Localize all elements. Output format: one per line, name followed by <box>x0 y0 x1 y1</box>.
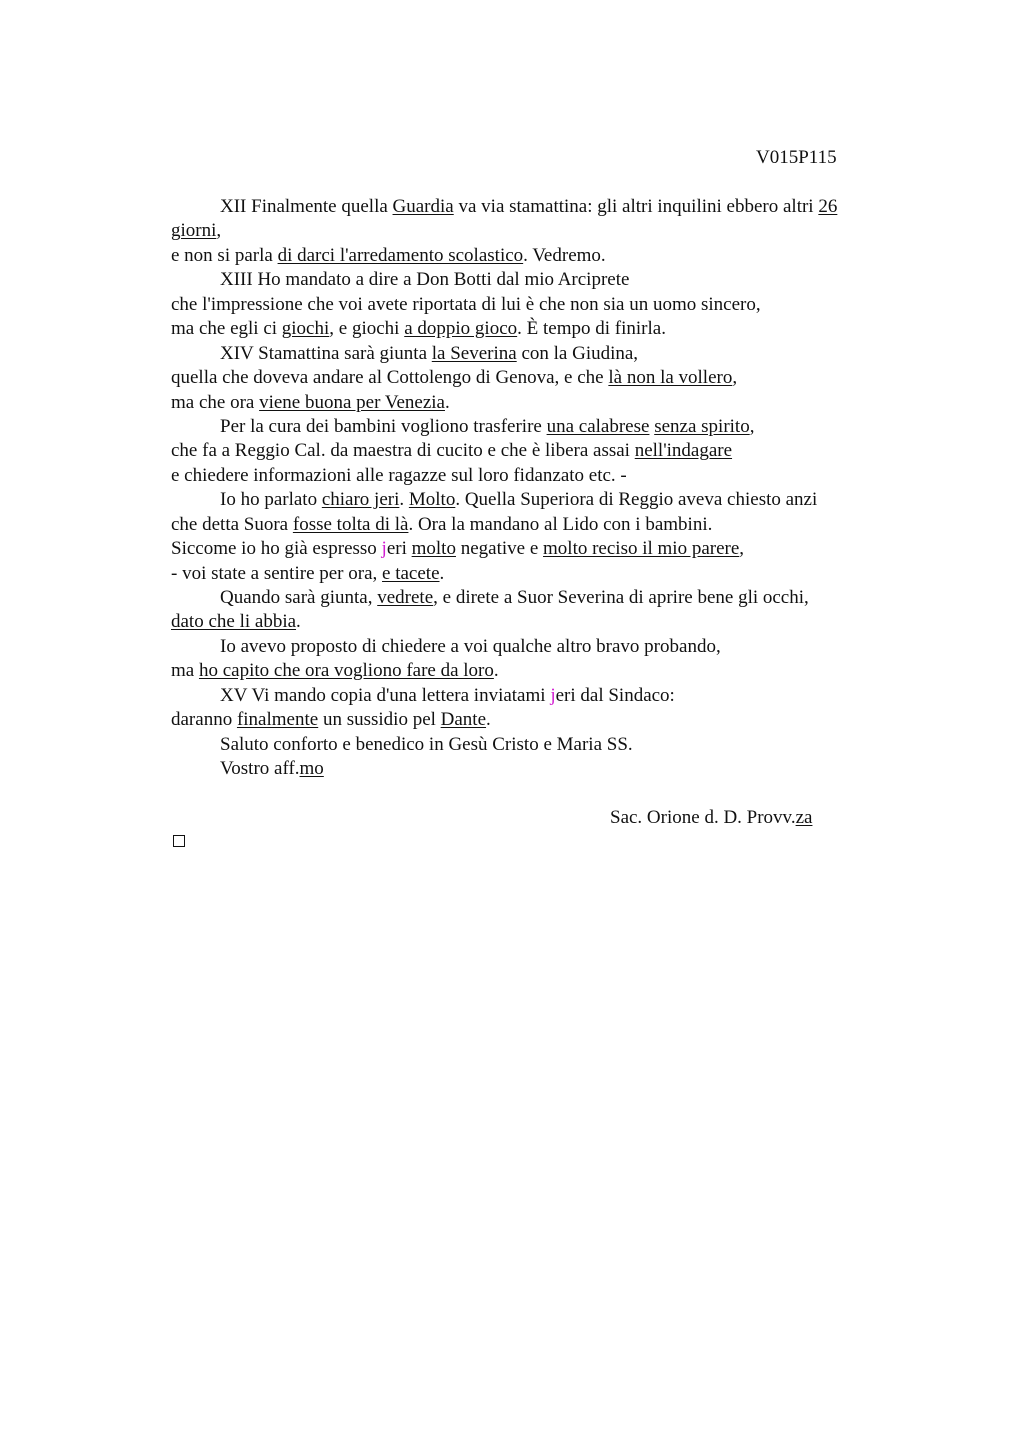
text-segment: eri dal Sindaco: <box>555 684 675 706</box>
underlined-text: giorni <box>171 220 217 242</box>
text-segment: . <box>486 709 491 731</box>
end-checkbox-icon <box>173 835 185 847</box>
underlined-text: là non la vollero <box>608 367 733 389</box>
text-segment: Per la cura dei bambini vogliono trasferire <box>220 415 547 437</box>
underlined-text: molto reciso il mio parere <box>543 538 740 560</box>
text-line <box>171 244 911 268</box>
text-segment: . <box>493 660 499 682</box>
text-segment: con la Giudina, <box>516 342 639 364</box>
text-segment: eri <box>386 538 412 560</box>
underlined-text: 26 <box>818 196 838 217</box>
text-line <box>171 293 911 317</box>
text-line <box>171 464 911 488</box>
text-segment: . <box>439 562 445 584</box>
signature-suffix: za <box>795 807 813 828</box>
text-line <box>171 317 911 341</box>
underlined-text: chiaro jeri <box>321 489 400 511</box>
underlined-text: nell'indagare <box>634 440 733 462</box>
underlined-text: una calabrese <box>546 415 650 437</box>
underlined-text: Molto <box>408 489 456 511</box>
highlighted-letter: j <box>381 538 387 560</box>
letter-body <box>171 195 911 782</box>
text-segment: Saluto conforto e benedico in Gesù Cristo e Maria SS. <box>220 733 633 755</box>
text-line <box>171 708 911 732</box>
text-segment: , e giochi <box>329 318 405 340</box>
text-segment: che detta Suora <box>171 513 293 535</box>
text-segment: ma <box>171 660 199 682</box>
text-line <box>171 219 911 243</box>
text-segment: quella che doveva andare al Cottolengo di Genova, e che <box>171 367 609 389</box>
text-segment: che l'impressione che voi avete riportata di lui è che non sia un uomo sincero, <box>171 293 761 315</box>
text-line <box>171 684 911 708</box>
text-segment: , e direte a Suor Severina di aprire bene gli occhi, <box>433 587 809 608</box>
text-line <box>171 488 911 512</box>
text-segment: Vostro aff. <box>220 758 300 780</box>
text-segment: e non si parla <box>171 244 278 266</box>
text-segment: ma che ora <box>171 391 260 413</box>
text-segment: e chiedere informazioni alle ragazze sul loro fidanzato etc. - <box>171 464 627 486</box>
text-segment: Io ho parlato <box>220 489 322 511</box>
text-segment: daranno <box>171 709 237 731</box>
text-line <box>171 659 911 683</box>
signature-name: Sac. Orione d. D. Provv. <box>610 807 796 828</box>
underlined-text: molto <box>411 538 456 560</box>
text-segment: . Quella Superiora di Reggio aveva chiesto anzi <box>455 489 818 511</box>
underlined-text: fosse tolta di là <box>292 513 409 535</box>
text-segment: , <box>732 367 738 389</box>
underlined-text: viene buona per Venezia <box>259 391 445 413</box>
text-segment: Quando sarà giunta, <box>220 587 378 608</box>
text-line <box>171 268 911 292</box>
text-segment: XIV Stamattina sarà giunta <box>220 342 432 364</box>
signature <box>610 806 812 830</box>
text-line <box>171 342 911 366</box>
text-line <box>171 195 911 219</box>
underlined-text: e tacete <box>382 562 440 584</box>
page-reference: V015P115 <box>756 147 837 168</box>
underlined-text: dato che li abbia <box>171 611 297 633</box>
text-line <box>171 391 911 415</box>
text-line <box>171 757 911 781</box>
text-line <box>171 513 911 537</box>
underlined-text: a doppio gioco <box>404 318 518 340</box>
text-line <box>171 415 911 439</box>
text-segment: XII Finalmente quella <box>220 196 393 217</box>
text-segment: un sussidio pel <box>318 709 441 731</box>
underlined-text: senza spirito <box>654 415 750 437</box>
text-segment: . <box>444 391 450 413</box>
underlined-text: Guardia <box>392 196 454 217</box>
text-segment: . <box>296 611 301 633</box>
text-segment: - voi state a sentire per ora, <box>171 562 383 584</box>
text-segment: . <box>399 489 409 511</box>
underlined-text: ho capito che ora vogliono fare da loro <box>198 660 494 682</box>
underlined-text: la Severina <box>431 342 517 364</box>
text-line <box>171 586 911 610</box>
underlined-text: vedrete <box>377 587 434 608</box>
text-segment: , <box>739 538 745 560</box>
text-line <box>171 635 911 659</box>
text-segment: ma che egli ci <box>171 318 282 340</box>
underlined-text: giochi <box>281 318 330 340</box>
underlined-text: Dante <box>440 709 487 731</box>
text-segment: che fa a Reggio Cal. da maestra di cucito e che è libera assai <box>171 440 635 462</box>
text-segment: XV Vi mando copia d'una lettera inviatami <box>220 684 551 706</box>
text-segment: , <box>749 415 755 437</box>
text-segment: negative e <box>455 538 544 560</box>
underlined-text: mo <box>299 758 324 780</box>
underlined-text: di darci l'arredamento scolastico <box>277 244 524 266</box>
text-line <box>171 366 911 390</box>
text-segment: . È tempo di finirla. <box>517 318 666 340</box>
underlined-text: finalmente <box>236 709 319 731</box>
text-line <box>171 733 911 757</box>
highlighted-letter: j <box>550 684 556 706</box>
text-segment: , <box>216 220 222 242</box>
text-line <box>171 439 911 463</box>
text-segment: . Ora la mandano al Lido con i bambini. <box>408 513 713 535</box>
text-segment: XIII Ho mandato a dire a Don Botti dal mio Arciprete <box>220 269 630 291</box>
text-segment: va via stamattina: gli altri inquilini ebbero altri <box>453 196 819 217</box>
text-line <box>171 610 911 634</box>
text-segment: . Vedremo. <box>523 244 606 266</box>
text-segment: Io avevo proposto di chiedere a voi qualche altro bravo probando, <box>220 635 721 657</box>
text-line <box>171 562 911 586</box>
text-line <box>171 537 911 561</box>
text-segment: Siccome io ho già espresso <box>171 538 382 560</box>
